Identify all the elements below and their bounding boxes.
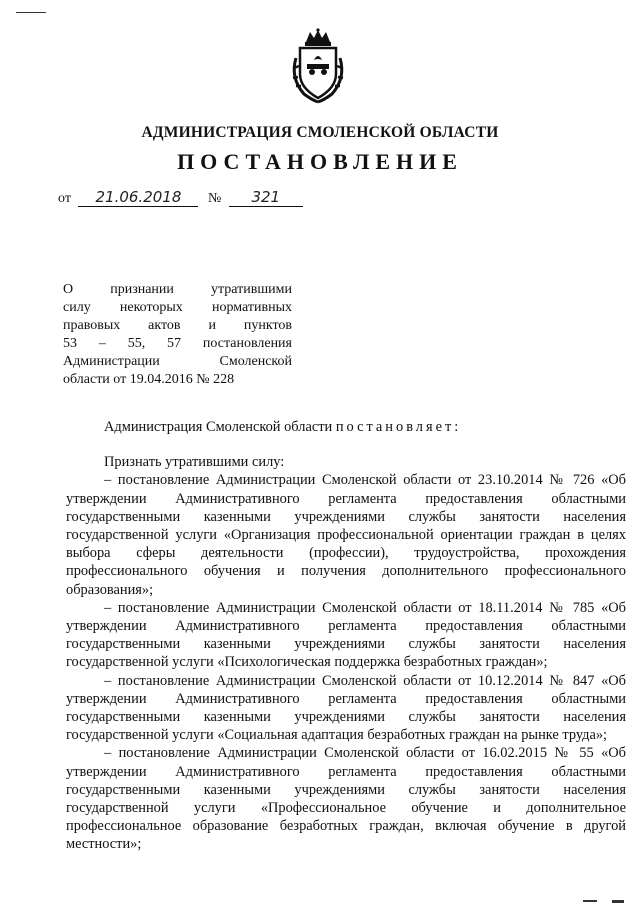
subject-line: области от 19.04.2016 № 228	[63, 372, 235, 387]
list-item: – постановление Администрации Смоленской области от 10.12.2014 № 847 «Об утверждении Административного регламента предоставления областными государственными казенными учреждениями службы занятости населения государственной услуги «Социальная адаптация безработных граждан на рынке труда»;	[66, 672, 626, 744]
handwritten-date: 21.06.2018	[78, 188, 198, 207]
list-item: – постановление Администрации Смоленской области от 16.02.2015 № 55 «Об утверждении Административного регламента предоставления областными государственными казенными учреждениями службы занятости населения государственной услуги «Профессиональное обучение и дополнительное профессиональное образование безработных граждан, включая обучение в другой местности»;	[66, 745, 626, 853]
organization-name: АДМИНИСТРАЦИЯ СМОЛЕНСКОЙ ОБЛАСТИ	[141, 124, 499, 141]
scan-artifact	[16, 12, 46, 13]
list-item: – постановление Администрации Смоленской области от 18.11.2014 № 785 «Об утверждении Административного регламента предоставления областными государственными казенными учреждениями службы занятости населения государственной услуги «Психологическая поддержка безработных граждан»;	[66, 599, 626, 671]
decree-statement	[66, 418, 626, 436]
decree-prefix: Администрация Смоленской области	[104, 419, 336, 435]
handwritten-number: 321	[229, 188, 303, 207]
lead-paragraph: Признать утратившими силу:	[104, 454, 285, 471]
list-item: – постановление Администрации Смоленской области от 23.10.2014 № 726 «Об утверждении Административного регламента предоставления областными государственными казенными учреждениями службы занятости населения государственной услуги «Организация профессиональной ориентации граждан в целях выбора сферы деятельности (профессии), трудоустройства, прохождения профессионального обучения и получения дополнительного профессионального образования»;	[66, 472, 626, 598]
date-number-line	[58, 188, 303, 207]
subject-line: силу некоторых нормативных	[63, 300, 292, 315]
subject-line: правовых актов и пунктов	[63, 318, 292, 333]
subject-line: Администрации Смоленской	[63, 354, 292, 369]
from-label: от	[58, 191, 71, 206]
coat-of-arms-icon	[286, 28, 350, 104]
document-subject	[63, 281, 292, 389]
subject-line: 53 – 55, 57 постановления	[63, 336, 292, 351]
subject-line: О признании утратившими	[63, 282, 292, 297]
number-sign: №	[207, 191, 222, 206]
document-body	[66, 418, 626, 854]
decree-verb: постановляет:	[335, 419, 462, 435]
scan-artifact	[612, 900, 624, 903]
document-type-title: ПОСТАНОВЛЕНИЕ	[177, 149, 463, 174]
scan-artifact	[583, 900, 597, 902]
